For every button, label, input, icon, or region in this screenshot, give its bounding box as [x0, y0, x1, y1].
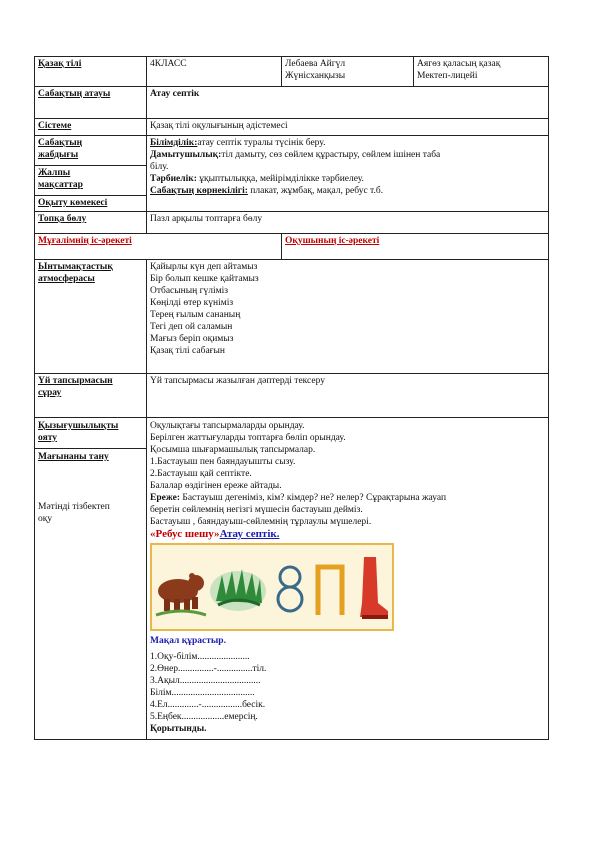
goals-value: [147, 136, 549, 212]
stage-reading-label: [35, 499, 146, 527]
lesson-content: [147, 418, 549, 740]
proverb-line: Білім...................................: [150, 688, 255, 698]
visual-aids-label: Сабақтың көрнекілігі:: [150, 186, 248, 196]
stage-reading-label-1: Мәтінді тізбектеп: [38, 502, 110, 512]
poem-line: Терең ғылым сананың: [150, 310, 241, 320]
general-goals-label-1: Жалпы: [38, 168, 71, 178]
bear-icon: [156, 573, 206, 615]
poem-line: Тегі деп ой саламын: [150, 322, 233, 332]
lesson-body-row: [35, 418, 549, 740]
lesson-line: Қосымша шығармашылық тапсырмалар.: [150, 445, 316, 455]
atmosphere-row: [35, 260, 549, 374]
grouping-value: Пазл арқылы топтарға бөлу: [147, 212, 549, 234]
developmental-text-2: білу.: [150, 162, 169, 172]
homework-label-2: сұрау: [38, 388, 62, 398]
educational-label: Білімділік:: [150, 138, 198, 148]
boot-icon: [360, 557, 388, 619]
header-row: [35, 57, 549, 87]
lesson-stage-labels: [35, 418, 147, 740]
lesson-line: Оқулықтағы тапсырмаларды орындау.: [150, 421, 305, 431]
proverb-line: 1.Оқу-білім......................: [150, 652, 250, 662]
rule-label: Ереже:: [150, 493, 180, 503]
homework-label: [35, 374, 147, 418]
upbringing-text: ұқыптылыққа, мейірімділікке тәрбиелеу.: [196, 174, 364, 184]
proverb-line: 4.Ел.............-.................бесік.: [150, 700, 266, 710]
proverb-line: 3.Ақыл..................................: [150, 676, 261, 686]
school-line-2: Мектеп-лицейі: [417, 71, 478, 81]
equipment-label-1: Сабақтың: [38, 138, 83, 148]
upbringing-label: Тәрбиелік:: [150, 174, 197, 184]
poem-line: Қайырлы күн деп айтамыз: [150, 262, 258, 272]
educational-text: атау септік туралы түсінік беру.: [197, 138, 326, 148]
system-label: Сістеме: [35, 119, 147, 136]
closing-label: Қорытынды.: [150, 724, 207, 734]
goals-row-1: [35, 136, 549, 166]
activity-header-row: [35, 234, 549, 260]
grass-bush-icon: [210, 569, 266, 611]
proverb-line: 5.Еңбек..................емерсің.: [150, 712, 258, 722]
teacher-activity-heading: Мұғалімнің іс-әрекеті: [35, 234, 282, 260]
system-value: Қазақ тілі оқулығының әдістемесі: [147, 119, 549, 136]
rebus-prefix: «Ребус шешу»: [150, 528, 220, 540]
teacher-cell: [282, 57, 414, 87]
teaching-aids-label: Оқыту көмекесі: [35, 196, 147, 212]
lesson-line: 1.Бастауыш пен баяндауышты сызу.: [150, 457, 296, 467]
homework-label-1: Үй тапсырмасын: [38, 376, 113, 386]
rebus-svg: [152, 545, 392, 629]
student-activity-heading: Оқушының іс-әрекеті: [282, 234, 549, 260]
rule-text-1: Бастауыш дегеніміз, кім? кімдер? не? нелер? Сұрақтарына жауап: [179, 493, 447, 503]
stage-reading-label-2: оқу: [38, 514, 53, 524]
teacher-patronymic: Жүнісханқызы: [285, 71, 346, 81]
general-goals-label: [35, 166, 147, 196]
school-line-1: Аягөз қаласың қазақ: [417, 59, 501, 69]
developmental-label: Дамытушылық:: [150, 150, 222, 160]
school-cell: [414, 57, 549, 87]
topic-value: Атау септік: [147, 87, 549, 119]
lesson-line: Берілген жаттығуларды топтарға бөліп орындау.: [150, 433, 346, 443]
rebus-answer: Атау септік.: [219, 528, 280, 540]
equipment-label-2: жабдығы: [38, 150, 79, 160]
poem-line: Отбасының гүлiміз: [150, 286, 229, 296]
atmosphere-label: [35, 260, 147, 374]
rule-text-2: беретін сөйлемнің негізгі мүшесін бастауыш дейміз.: [150, 505, 363, 515]
rule-text-3: Бастауыш , баяндауыш-сөйлемнің тұрлаулы мүшелері.: [150, 517, 372, 527]
homework-row: [35, 374, 549, 418]
stage-meaning-label: Мағынаны тану: [38, 452, 109, 462]
subject-cell: Қазақ тілі: [35, 57, 147, 87]
lesson-line: 2.Бастауыш қай септікте.: [150, 469, 252, 479]
stage-interest-label-1: Қызығушылықты: [38, 421, 119, 431]
stage-interest-label-2: ояту: [38, 433, 57, 443]
grade-cell: 4КЛАСС: [147, 57, 282, 87]
stage-interest-label: [35, 418, 146, 449]
grouping-label: Топқа бөлу: [35, 212, 147, 234]
lesson-plan-table: [34, 56, 549, 740]
topic-row: [35, 87, 549, 119]
grouping-row: [35, 212, 549, 234]
rebus-picture: [150, 543, 394, 631]
topic-label: Сабақтың атауы: [35, 87, 147, 119]
poem-line: Көңілді өтер күніміз: [150, 298, 234, 308]
developmental-text-1: тіл дамыту, сөз сөйлем құрастыру, сөйлем ішінен таба: [221, 150, 441, 160]
teacher-name: Лебаева Айгүл: [285, 59, 346, 69]
atmosphere-poem: [147, 260, 549, 374]
digit-eight-icon: [278, 567, 302, 611]
atmosphere-label-1: Ынтымақтастық: [38, 262, 113, 272]
lesson-plan-document: [34, 56, 548, 740]
visual-aids-text: плакат, жұмбақ, мақал, ребус т.б.: [247, 186, 384, 196]
lesson-line: Балалар өздігінен ереже айтады.: [150, 481, 282, 491]
general-goals-label-2: мақсаттар: [38, 180, 83, 190]
proverb-line: 2.Өнер...............-...............тіл.: [150, 664, 267, 674]
poem-line: Мағыз беріп оқимыз: [150, 334, 234, 344]
equipment-label: [35, 136, 147, 166]
system-row: [35, 119, 549, 136]
proverb-heading: Мақал құрастыр.: [150, 636, 226, 646]
homework-value: Үй тапсырмасы жазылған дәптерді тексеру: [147, 374, 549, 418]
poem-line: Бір болып кешке қайтамыз: [150, 274, 259, 284]
poem-line: Қазақ тілі сабағын: [150, 346, 226, 356]
atmosphere-label-2: атмосферасы: [38, 274, 95, 284]
rebus-heading: [150, 528, 545, 540]
letter-pe-icon: [318, 567, 342, 615]
